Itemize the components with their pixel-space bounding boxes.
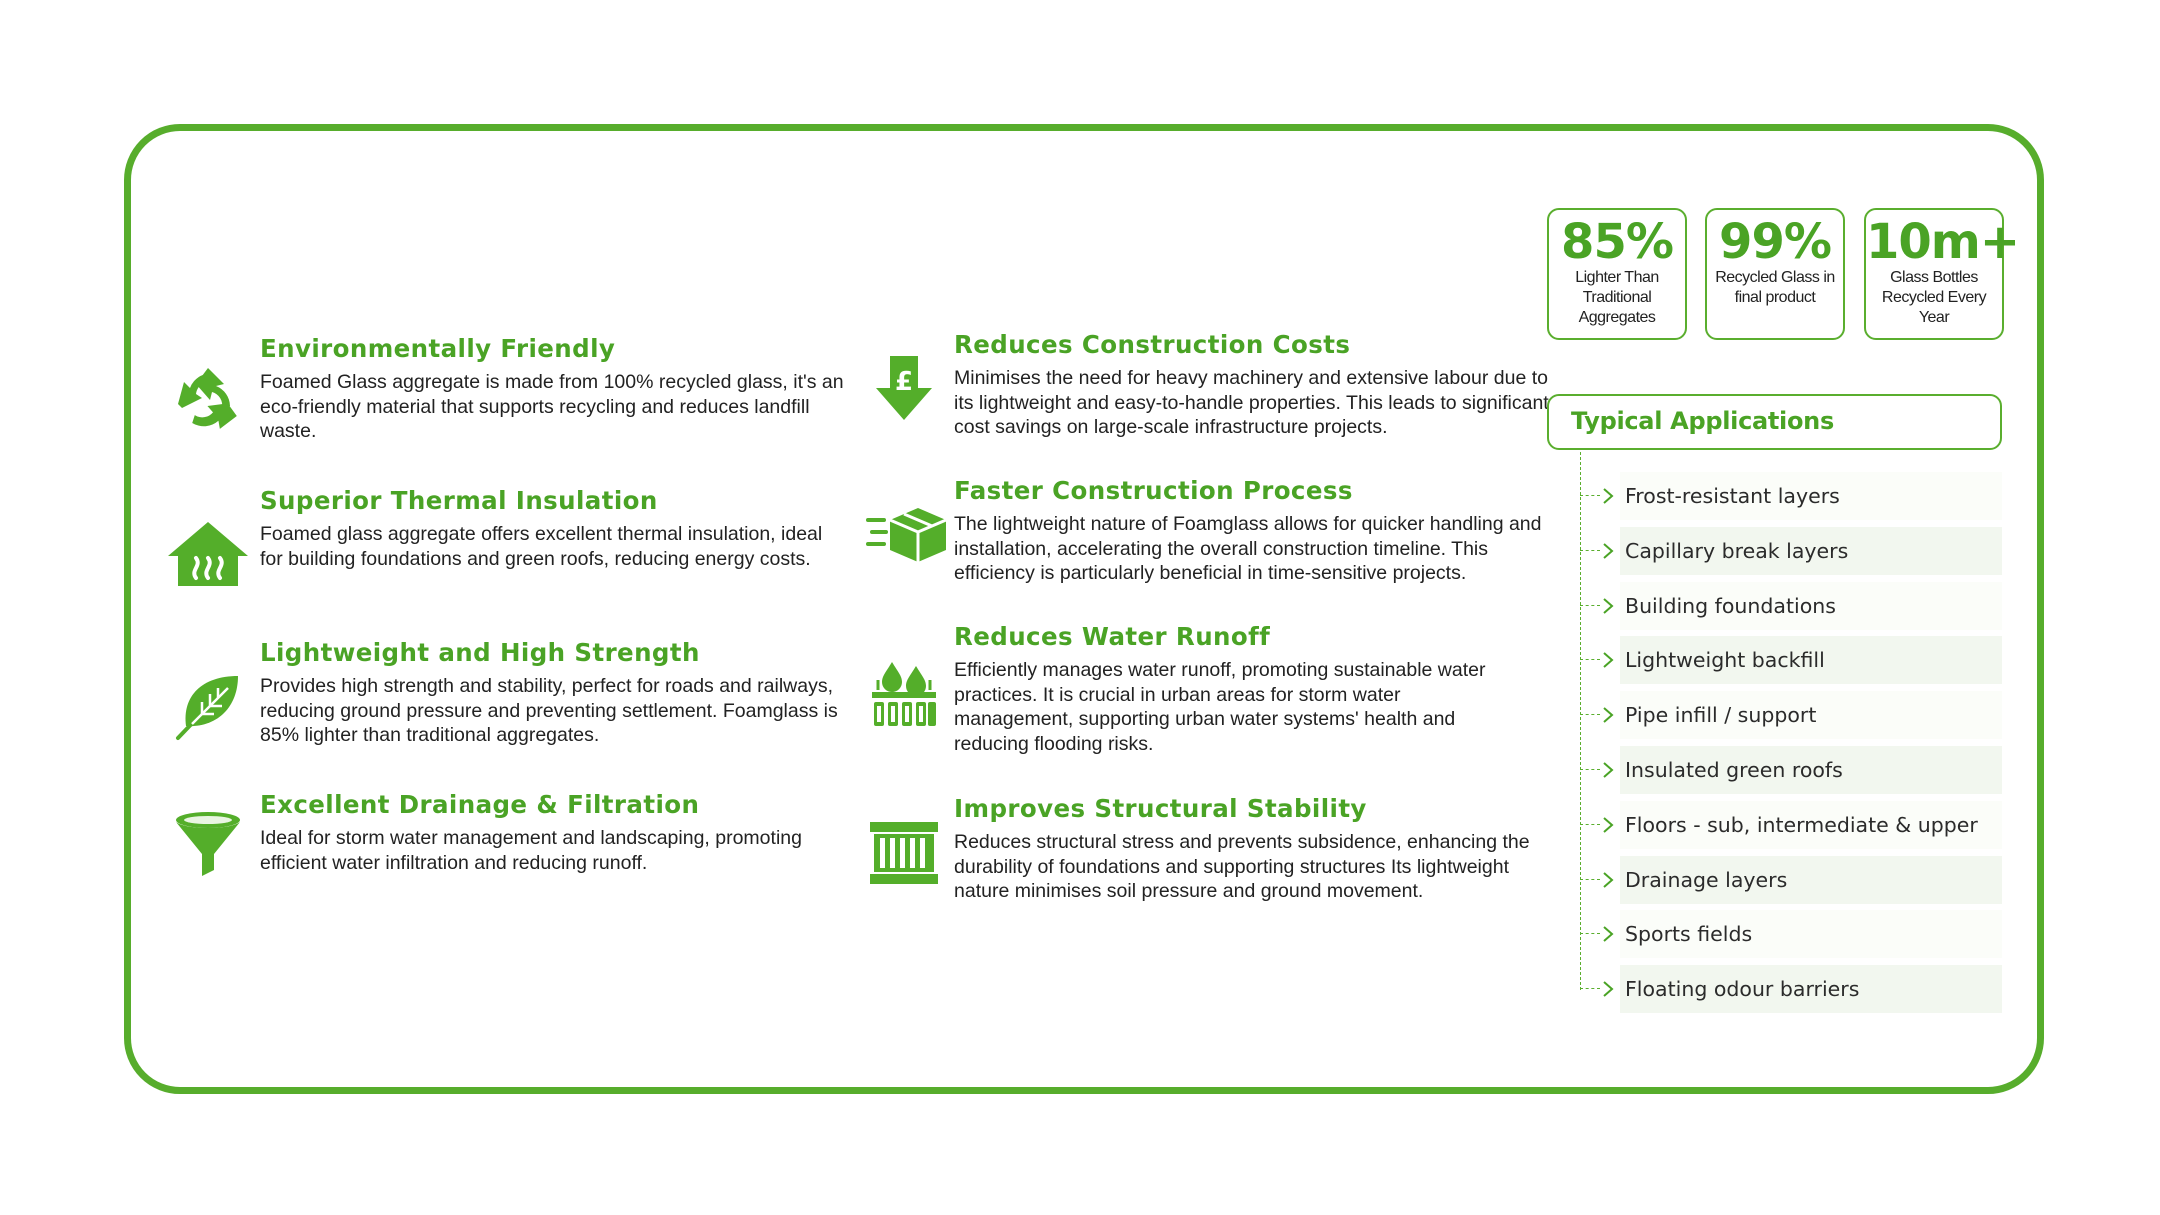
feature-description: Foamed Glass aggregate is made from 100% recycled glass, it's an eco-friendly material that supports recycling and reduces landfill waste. (260, 371, 844, 442)
application-label: Pipe infill / support (1625, 703, 1817, 728)
application-label: Floating odour barriers (1625, 977, 1860, 1002)
dashed-connector (1580, 879, 1600, 880)
application-label: Building foundations (1625, 593, 1836, 618)
feature-description: Ideal for storm water management and landscaping, promoting efficient water infiltration and reducing runoff. (260, 827, 802, 874)
leaf-icon (160, 658, 256, 754)
stat-label: Recycled Glass in final product (1715, 269, 1835, 306)
chevron-right-icon (1598, 979, 1618, 999)
application-item (1580, 582, 2000, 630)
application-label: Insulated green roofs (1625, 758, 1843, 782)
stat-value: 99% (1719, 214, 1831, 270)
chevron-right-icon (1598, 541, 1618, 561)
funnel-icon (160, 796, 256, 892)
dashed-connector (1580, 824, 1600, 825)
pillar-building-icon (856, 804, 952, 900)
dashed-connector (1580, 769, 1600, 770)
feature-description: The lightweight nature of Foamglass allows for quicker handling and installation, accelerating the overall construction timeline. This efficiency is particularly beneficial in time-sensitive projects. (954, 513, 1542, 584)
feature-title: Reduces Construction Costs (954, 330, 1351, 359)
stat-value: 85% (1561, 214, 1673, 270)
stat-value: 10m+ (1866, 214, 2020, 270)
applications-title: Typical Applications (1547, 394, 2002, 450)
chevron-right-icon (1598, 596, 1618, 616)
dashed-connector (1580, 495, 1600, 496)
feature-title: Faster Construction Process (954, 476, 1353, 505)
feature-title: Environmentally Friendly (260, 334, 616, 363)
dashed-connector (1580, 659, 1600, 660)
dashed-connector (1580, 933, 1600, 934)
chevron-right-icon (1598, 760, 1618, 780)
application-item (1580, 910, 2000, 958)
feature-description: Reduces structural stress and prevents subsidence, enhancing the durability of foundations and supporting structures Its lightweight nature minimises soil pressure and ground movement. (954, 831, 1530, 902)
application-label: Drainage layers (1625, 867, 1788, 892)
recycle-icon (160, 350, 256, 446)
stat-recycled-glass (1705, 208, 1845, 340)
stat-lighter (1547, 208, 1687, 340)
chevron-right-icon (1598, 924, 1618, 944)
feature-title: Reduces Water Runoff (954, 622, 1271, 651)
dashed-connector (1580, 988, 1600, 989)
feature-description: Provides high strength and stability, perfect for roads and railways, reducing ground pressure and preventing settlement. Foamglass is 85% lighter than traditional aggregates. (260, 675, 838, 746)
feature-title: Excellent Drainage & Filtration (260, 790, 700, 819)
house-heat-icon (160, 506, 256, 602)
feature-description: Minimises the need for heavy machinery and extensive labour due to its lightweight and easy-to-handle properties. This leads to significant cost savings on large-scale infrastructure projects. (954, 367, 1549, 438)
pound-arrow-down-icon (856, 340, 952, 436)
dashed-connector (1580, 550, 1600, 551)
application-item (1580, 801, 2000, 849)
dashed-connector (1580, 605, 1600, 606)
fast-box-icon (860, 486, 956, 582)
feature-title: Improves Structural Stability (954, 794, 1367, 823)
chevron-right-icon (1598, 870, 1618, 890)
application-item (1580, 636, 2000, 684)
stat-label: Glass Bottles Recycled Every Year (1881, 269, 1987, 326)
feature-title: Superior Thermal Insulation (260, 486, 658, 515)
application-item (1580, 746, 2000, 794)
application-label: Lightweight backfill (1625, 648, 1825, 673)
svg-text:£: £ (894, 367, 914, 397)
application-item (1580, 527, 2000, 575)
stat-bottles-recycled (1864, 208, 2020, 340)
application-label: Sports fields (1625, 922, 1753, 947)
application-label: Capillary break layers (1625, 538, 1849, 563)
feature-title: Lightweight and High Strength (260, 638, 700, 667)
chevron-right-icon (1598, 486, 1618, 506)
application-item (1580, 472, 2000, 520)
application-item (1580, 691, 2000, 739)
dashed-connector (1580, 714, 1600, 715)
application-item (1580, 856, 2000, 904)
chevron-right-icon (1598, 650, 1618, 670)
chevron-right-icon (1598, 815, 1618, 835)
chevron-right-icon (1598, 705, 1618, 725)
application-label: Floors - sub, intermediate & upper (1625, 812, 1978, 837)
feature-description: Foamed glass aggregate offers excellent thermal insulation, ideal for building foundations and green roofs, reducing energy costs. (260, 523, 823, 570)
feature-description: Efficiently manages water runoff, promoting sustainable water practices. It is crucial in urban areas for storm water management, supporting urban water systems' health and reducing flooding risks. (954, 659, 1486, 755)
application-label: Frost-resistant layers (1625, 484, 1840, 508)
application-item (1580, 965, 2000, 1013)
stat-label: Lighter Than Traditional Aggregates (1575, 269, 1659, 326)
water-runoff-icon (856, 646, 952, 742)
